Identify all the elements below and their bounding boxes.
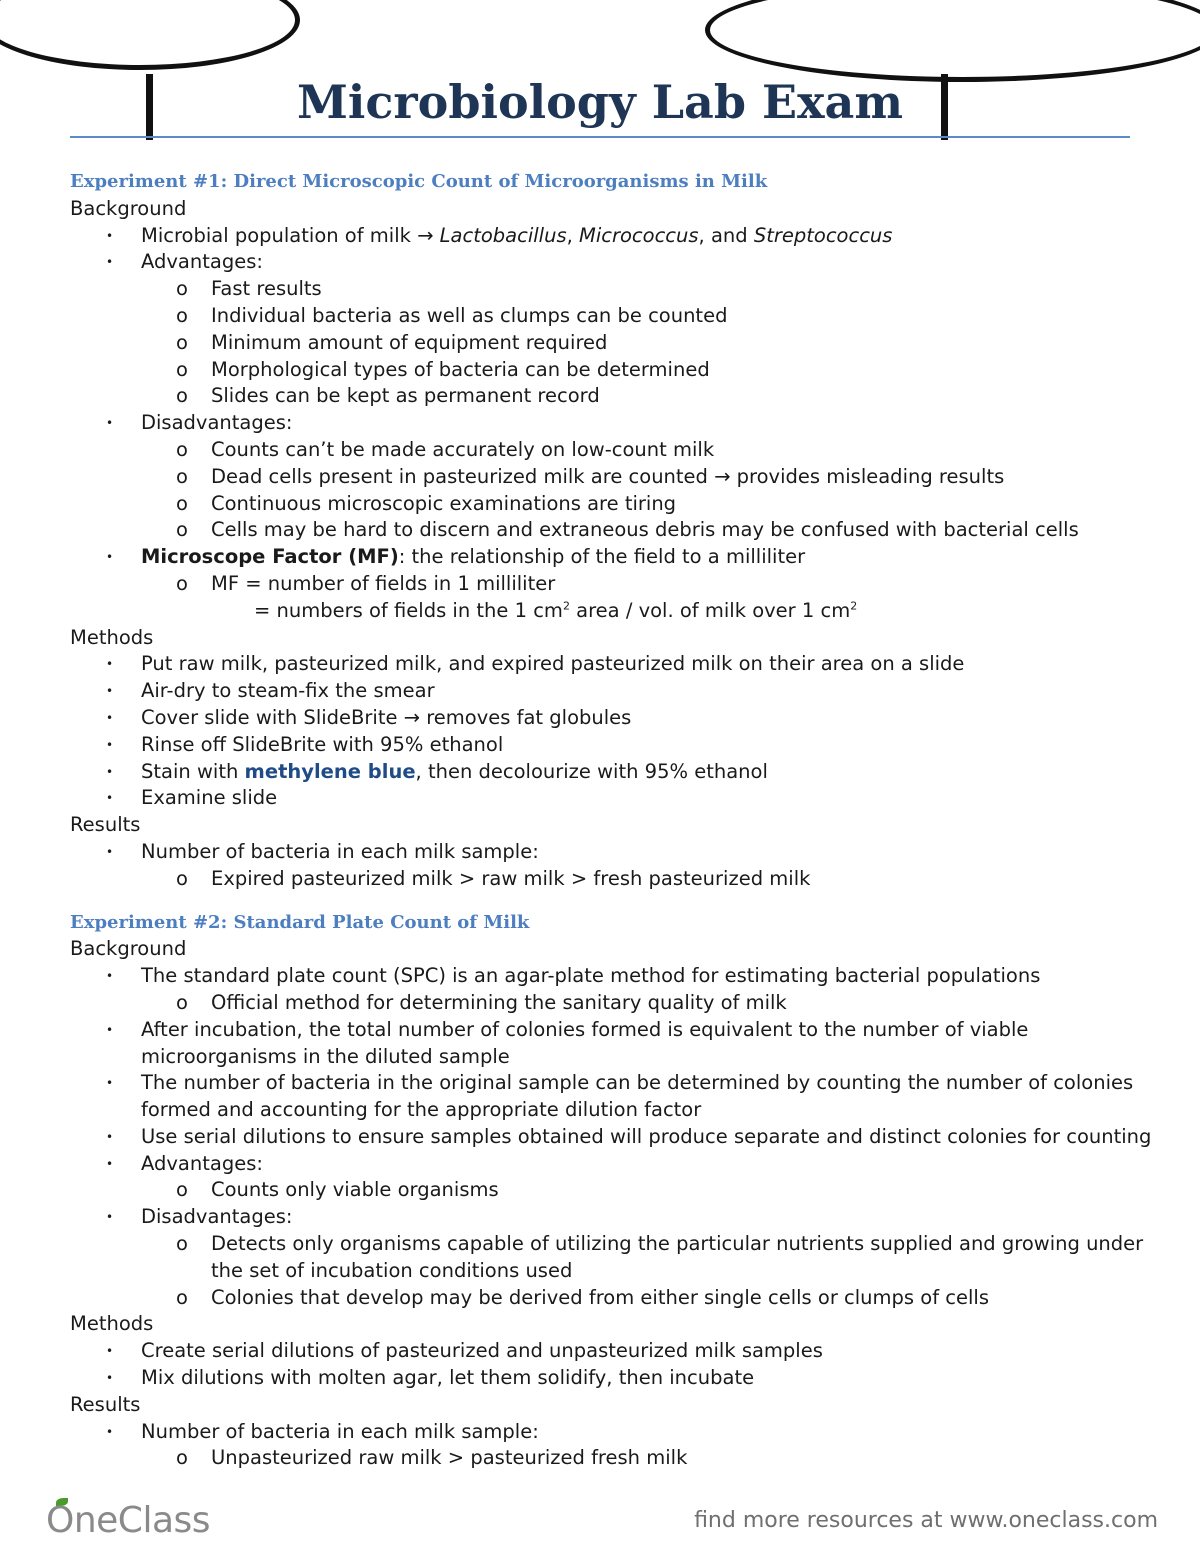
bullet-icon: • [106,228,114,243]
sub-list-item: o Official method for determining the sanitary quality of milk [70,990,1140,1017]
list-item: • Microbial population of milk → Lactobacillus, Micrococcus, and Streptococcus [70,223,1140,250]
bullet-icon: • [106,1129,114,1144]
list-item: • Number of bacteria in each milk sample: [70,839,1140,866]
bullet-icon: • [106,710,114,725]
list-item: • Put raw milk, pasteurized milk, and expired pasteurized milk on their area on a slide [70,651,1140,678]
sub-bullet-icon: o [176,303,188,327]
list-item: • Cover slide with SlideBrite → removes fat globules [70,705,1140,732]
document-body [70,169,1152,1472]
bullet-icon: • [106,255,114,270]
bullet-icon: • [106,764,114,779]
list-item: • The number of bacteria in the original sample can be determined by counting the number of colonies [70,1070,1140,1097]
sub-list-item-continuation: the set of incubation conditions used [211,1258,573,1282]
bullet-icon: • [106,737,114,752]
list-item: • Disadvantages: [70,1204,1140,1231]
footer-resources-link[interactable]: find more resources at www.oneclass.com [694,1508,1158,1533]
sub-list-item: o Colonies that develop may be derived from either single cells or clumps of cells [70,1285,1140,1312]
sub-list-item: o Fast results [70,276,1140,303]
exp1-background-heading: Background [70,196,187,220]
sub-bullet-icon: o [176,491,188,515]
list-item-continuation: microorganisms in the diluted sample [141,1044,510,1068]
exp2-methods-heading: Methods [70,1312,154,1336]
right-ring-oval [705,0,1200,82]
sub-list-item: o Continuous microscopic examinations are tiring [70,491,1140,518]
list-item: • Disadvantages: [70,410,1140,437]
sub-bullet-icon: o [176,1232,188,1256]
sub-list-item: o Counts only viable organisms [70,1177,1140,1204]
mf-term: Microscope Factor (MF) [141,545,399,569]
page-title: Microbiology Lab Exam [297,75,903,129]
experiment-2-title: Experiment #2: Standard Plate Count of Milk [70,911,530,933]
sub-list-item: o Dead cells present in pasteurized milk are counted → provides misleading results [70,464,1140,491]
bullet-icon: • [106,844,114,859]
list-item: • Air-dry to steam-fix the smear [70,678,1140,705]
list-item-continuation: formed and accounting for the appropriate dilution factor [141,1098,702,1122]
exp2-background-heading: Background [70,937,187,961]
sub-bullet-icon: o [176,571,188,595]
sub-bullet-icon: o [176,518,188,542]
sub-list-item: o Individual bacteria as well as clumps can be counted [70,303,1140,330]
list-item: • Examine slide [70,785,1140,812]
exp2-results-heading: Results [70,1392,141,1416]
list-item: • Number of bacteria in each milk sample: [70,1419,1140,1446]
sub-bullet-icon: o [176,330,188,354]
list-item: • Advantages: [70,1151,1140,1178]
sub-bullet-icon: o [176,357,188,381]
list-item: • Use serial dilutions to ensure samples obtained will produce separate and distinct colonies for counting [70,1124,1140,1151]
bullet-icon: • [106,550,114,565]
sub-list-item: o Cells may be hard to discern and extraneous debris may be confused with bacterial cells [70,517,1140,544]
list-item: • Rinse off SlideBrite with 95% ethanol [70,732,1140,759]
bullet-icon: • [106,1371,114,1386]
bullet-icon: • [106,791,114,806]
sub-list-item: o Detects only organisms capable of utilizing the particular nutrients supplied and growing under [70,1231,1140,1258]
list-item: • After incubation, the total number of colonies formed is equivalent to the number of viable [70,1017,1140,1044]
sub-list-item: o Unpasteurized raw milk > pasteurized fresh milk [70,1445,1140,1472]
sub-bullet-icon: o [176,1446,188,1470]
sub-bullet-icon: o [176,437,188,461]
list-item: • Create serial dilutions of pasteurized and unpasteurized milk samples [70,1338,1140,1365]
list-item: • Mix dilutions with molten agar, let them solidify, then incubate [70,1365,1140,1392]
exp1-methods-heading: Methods [70,625,154,649]
sub-list-item: o Expired pasteurized milk > raw milk > fresh pasteurized milk [70,866,1140,893]
bullet-icon: • [106,1076,114,1091]
sub-bullet-icon: o [176,277,188,301]
list-item: • Microscope Factor (MF): the relationship of the field to a milliliter [70,544,1140,571]
oneclass-logo[interactable]: OneClass [46,1500,211,1541]
sub-bullet-icon: o [176,464,188,488]
left-ring-oval [0,0,300,70]
experiment-1-title: Experiment #1: Direct Microscopic Count of Microorganisms in Milk [70,171,768,192]
bullet-icon: • [106,1210,114,1225]
sub-list-item: o Minimum amount of equipment required [70,330,1140,357]
bullet-icon: • [106,1022,114,1037]
exp1-results-heading: Results [70,813,141,837]
bullet-icon: • [106,657,114,672]
sub-list-item: o MF = number of fields in 1 milliliter [70,571,1140,598]
sub-list-item: o Morphological types of bacteria can be determined [70,357,1140,384]
sub-bullet-icon: o [176,1285,188,1309]
list-item: • The standard plate count (SPC) is an agar-plate method for estimating bacterial populations [70,963,1140,990]
sub-bullet-icon: o [176,384,188,408]
list-item: • Stain with methylene blue, then decolourize with 95% ethanol [70,759,1140,786]
bullet-icon: • [106,1424,114,1439]
bullet-icon: • [106,416,114,431]
title-divider [70,136,1130,138]
sub-bullet-icon: o [176,990,188,1014]
sub-list-item: o Slides can be kept as permanent record [70,383,1140,410]
bullet-icon: • [106,969,114,984]
stain-term: methylene blue [244,759,416,783]
sub-bullet-icon: o [176,866,188,890]
sub-list-item: o Counts can’t be made accurately on low-count milk [70,437,1140,464]
bullet-icon: • [106,1156,114,1171]
bullet-icon: • [106,684,114,699]
sub-bullet-icon: o [176,1178,188,1202]
list-item: • Advantages: [70,249,1140,276]
bullet-icon: • [106,1344,114,1359]
formula-continuation: = numbers of fields in the 1 $cm^2$ area / vol. of milk over 1 $cm^2$ [254,598,858,622]
